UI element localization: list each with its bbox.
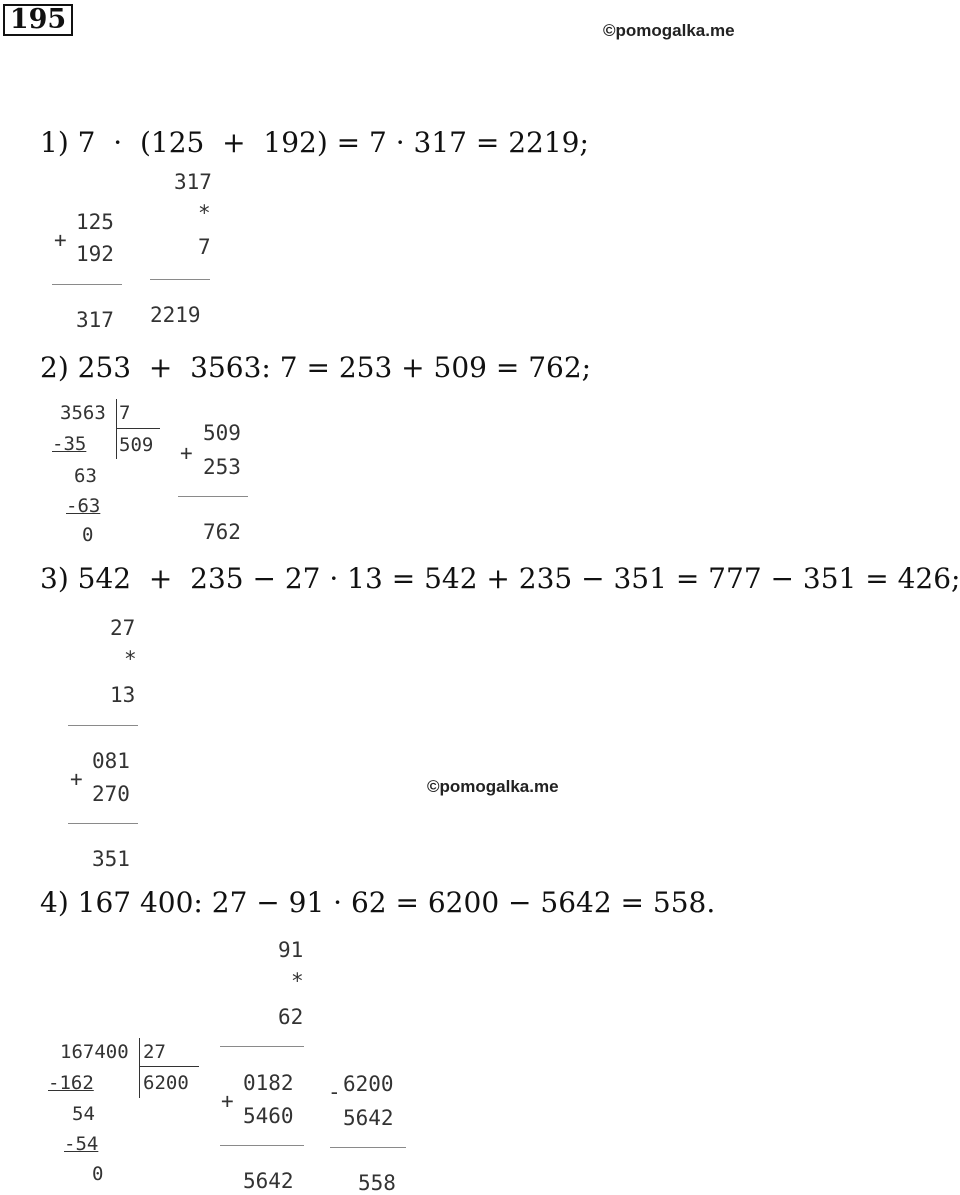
result-line <box>68 725 138 726</box>
product: 5642 <box>243 1169 294 1193</box>
addend: 253 <box>203 455 241 479</box>
result-line <box>220 1145 304 1146</box>
minuend: 6200 <box>343 1072 394 1096</box>
divisor: 7 <box>119 402 131 424</box>
result-line <box>330 1147 406 1148</box>
remainder: 0 <box>92 1163 104 1185</box>
plus-sign: + <box>70 767 83 791</box>
remainder: 54 <box>72 1103 95 1125</box>
dividend: 167400 <box>60 1041 129 1063</box>
subtrahend: 5642 <box>343 1106 394 1130</box>
step-1-expression: 1) 7 · (125 + 192) = 7 · 317 = 2219; <box>40 126 589 159</box>
product: 351 <box>92 847 130 871</box>
watermark-top: ©pomogalka.me <box>603 21 735 40</box>
quotient: 509 <box>119 434 154 456</box>
result-line <box>178 496 248 497</box>
minus-sign: - <box>328 1080 341 1104</box>
step-4-expression: 4) 167 400: 27 − 91 · 62 = 6200 − 5642 = 558. <box>40 886 716 919</box>
factor: 27 <box>110 616 136 640</box>
partial-product: 081 <box>92 749 130 773</box>
division-bar <box>139 1038 140 1098</box>
divisor: 27 <box>143 1041 166 1063</box>
plus-sign: + <box>54 228 67 252</box>
result-line <box>52 284 122 285</box>
plus-sign: + <box>180 441 193 465</box>
step-2-expression: 2) 253 + 3563: 7 = 253 + 509 = 762; <box>40 351 592 384</box>
factor: 13 <box>110 683 136 707</box>
result-line <box>68 823 138 824</box>
multiply-sign: * <box>198 201 211 225</box>
factor: 7 <box>198 235 211 259</box>
quotient: 6200 <box>143 1072 189 1094</box>
subtrahend: -162 <box>48 1072 94 1094</box>
sum: 317 <box>76 308 114 332</box>
factor: 91 <box>278 938 304 962</box>
difference: 558 <box>358 1171 396 1195</box>
division-bar <box>116 399 117 459</box>
partial-product: 270 <box>92 782 130 806</box>
product: 2219 <box>150 303 201 327</box>
remainder: 0 <box>82 524 94 546</box>
step-3-expression: 3) 542 + 235 − 27 · 13 = 542 + 235 − 351 = 777 − 351 = 426; <box>40 562 960 595</box>
plus-sign: + <box>221 1089 234 1113</box>
quotient-line <box>116 428 160 429</box>
subtrahend: -35 <box>52 433 87 455</box>
task-number: 195 <box>3 4 73 36</box>
watermark-middle: ©pomogalka.me <box>427 777 559 796</box>
sum: 762 <box>203 520 241 544</box>
multiply-sign: * <box>124 647 137 671</box>
addend: 509 <box>203 421 241 445</box>
quotient-line <box>139 1066 199 1067</box>
partial-product: 0182 <box>243 1071 294 1095</box>
result-line <box>150 279 210 280</box>
factor: 317 <box>174 170 212 194</box>
subtrahend: -54 <box>64 1133 99 1155</box>
addend: 192 <box>76 242 114 266</box>
addend: 125 <box>76 210 114 234</box>
multiply-sign: * <box>291 969 304 993</box>
partial-product: 5460 <box>243 1104 294 1128</box>
result-line <box>220 1046 304 1047</box>
remainder: 63 <box>74 465 97 487</box>
factor: 62 <box>278 1005 304 1029</box>
dividend: 3563 <box>60 402 106 424</box>
subtrahend: -63 <box>66 495 101 517</box>
